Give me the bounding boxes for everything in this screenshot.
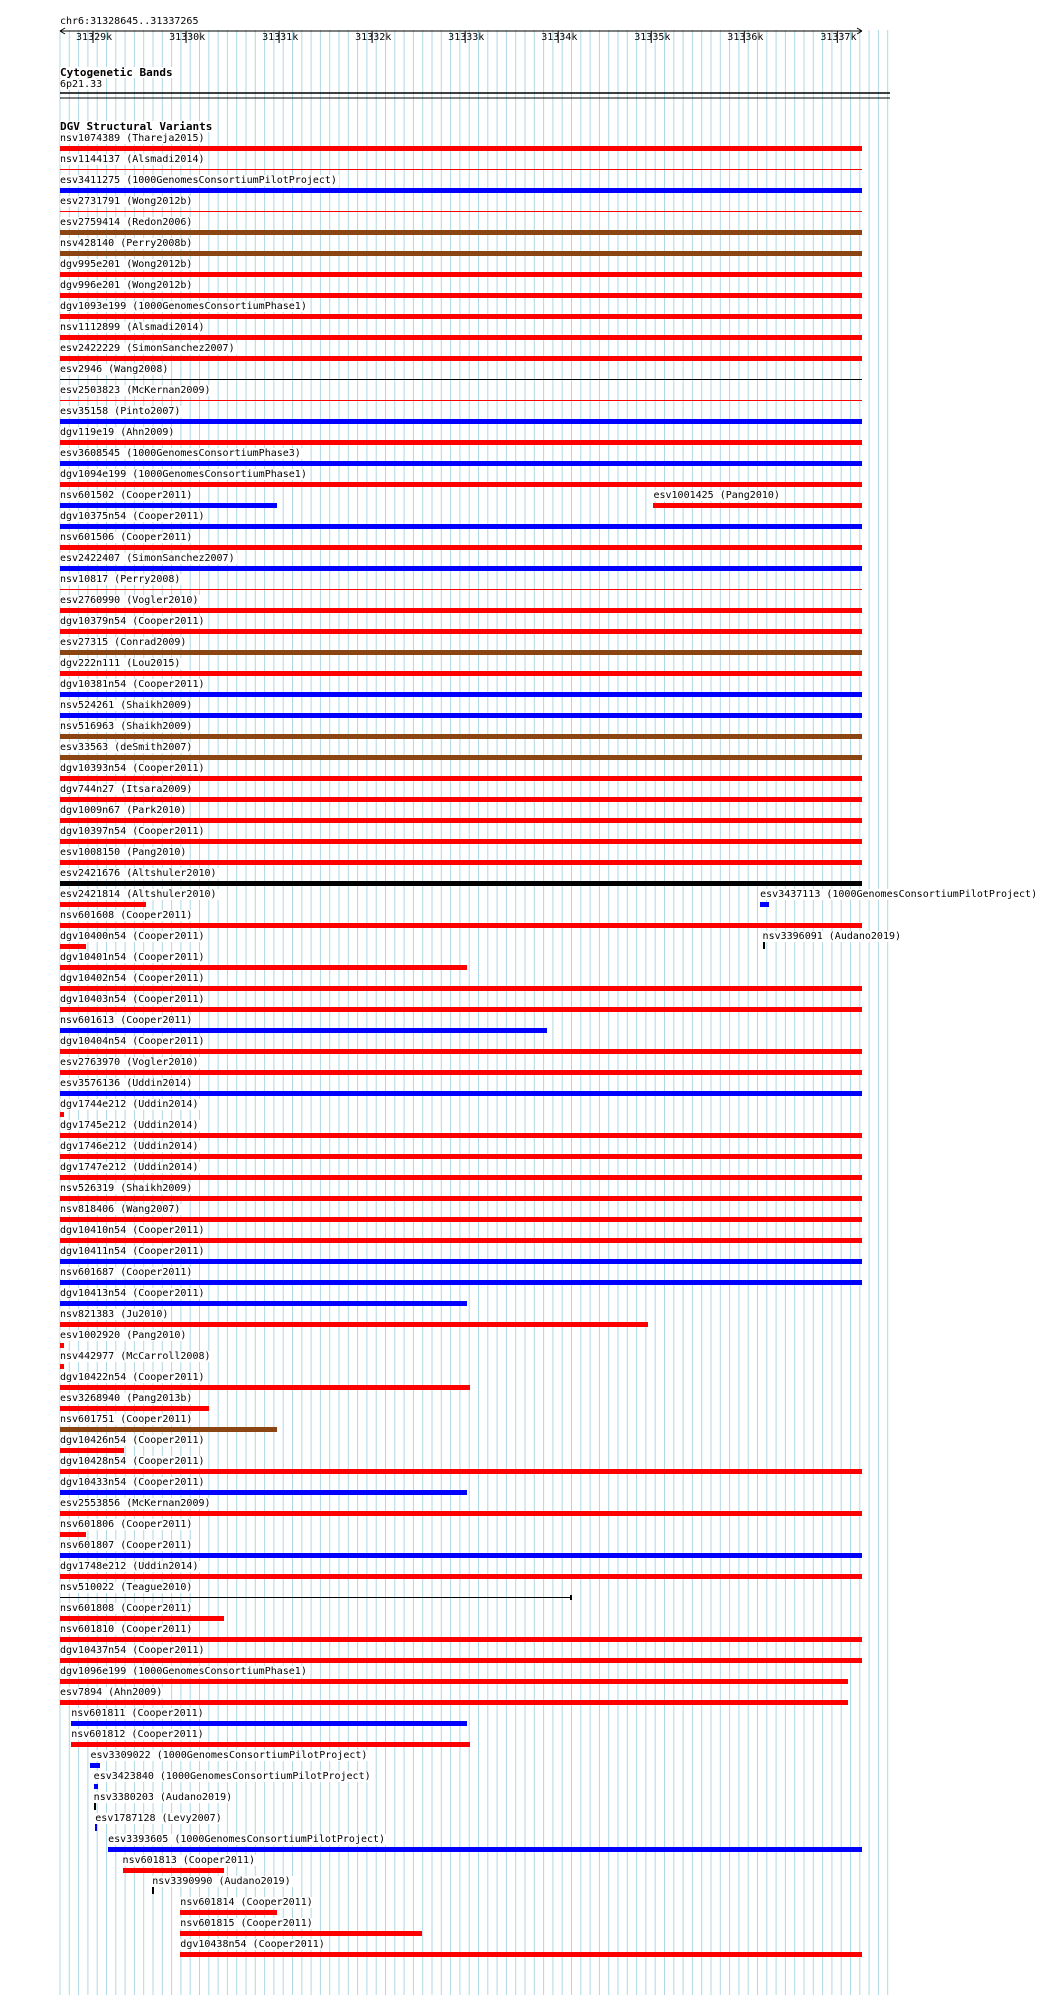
dgv-feature-bar[interactable]	[60, 608, 862, 613]
dgv-feature-bar[interactable]	[60, 839, 862, 844]
dgv-feature-label[interactable]: dgv996e201 (Wong2012b)	[60, 280, 193, 291]
dgv-feature-bar[interactable]	[180, 1952, 862, 1957]
dgv-feature-label[interactable]: dgv744n27 (Itsara2009)	[60, 784, 193, 795]
dgv-feature-bar[interactable]	[60, 1112, 64, 1117]
dgv-feature-label[interactable]: esv3608545 (1000GenomesConsortiumPhase3)	[60, 448, 301, 459]
dgv-feature-bar[interactable]	[60, 524, 862, 529]
dgv-feature-label[interactable]: esv3393605 (1000GenomesConsortiumPilotProject)	[108, 1834, 386, 1845]
dgv-feature-bar[interactable]	[180, 1931, 421, 1936]
dgv-feature-label[interactable]: dgv1744e212 (Uddin2014)	[60, 1099, 199, 1110]
dgv-feature-label[interactable]: esv3423840 (1000GenomesConsortiumPilotProject)	[93, 1771, 371, 1782]
ruler-tick-label: 31332k	[355, 32, 392, 43]
ruler-tick-label: 31329k	[76, 32, 113, 43]
dgv-feature-bar[interactable]	[60, 482, 862, 487]
dgv-feature-bar[interactable]	[760, 902, 769, 907]
dgv-feature-bar[interactable]	[60, 755, 862, 760]
dgv-feature-bar[interactable]	[60, 230, 862, 235]
dgv-feature-label[interactable]: dgv10402n54 (Cooper2011)	[60, 973, 205, 984]
dgv-feature-bar[interactable]	[60, 1280, 862, 1285]
dgv-feature-label[interactable]: esv33563 (deSmith2007)	[60, 742, 193, 753]
dgv-feature-label[interactable]: dgv1094e199 (1000GenomesConsortiumPhase1)	[60, 469, 307, 480]
dgv-feature-bar[interactable]	[60, 566, 862, 571]
dgv-feature-bar[interactable]	[60, 440, 862, 445]
dgv-feature-bar[interactable]	[60, 1511, 862, 1516]
dgv-feature-bar[interactable]	[60, 1448, 124, 1453]
dgv-feature-label[interactable]: nsv428140 (Perry2008b)	[60, 238, 193, 249]
dgv-feature-label[interactable]: dgv1748e212 (Uddin2014)	[60, 1561, 199, 1572]
dgv-feature-bar[interactable]	[123, 1868, 225, 1873]
ruler-tick-label: 31336k	[727, 32, 764, 43]
position-label: chr6:31328645..31337265	[60, 16, 199, 27]
dgv-feature-bar[interactable]	[180, 1910, 276, 1915]
dgv-feature-bar[interactable]	[60, 1007, 862, 1012]
dgv-feature-bar[interactable]	[60, 1049, 862, 1054]
dgv-feature-bar[interactable]	[60, 188, 862, 193]
dgv-feature-label[interactable]: dgv10404n54 (Cooper2011)	[60, 1036, 205, 1047]
dgv-feature-label[interactable]: esv2946 (Wang2008)	[60, 364, 169, 375]
dgv-feature-label[interactable]: esv2421676 (Altshuler2010)	[60, 868, 217, 879]
dgv-feature-label[interactable]: nsv3380203 (Audano2019)	[93, 1792, 233, 1803]
dgv-feature-bar[interactable]	[90, 1763, 100, 1768]
dgv-feature-label[interactable]: nsv601812 (Cooper2011)	[71, 1729, 204, 1740]
dgv-feature-label[interactable]: nsv601751 (Cooper2011)	[60, 1414, 193, 1425]
dgv-feature-bar[interactable]	[60, 1028, 547, 1033]
dgv-feature-label[interactable]: esv3411275 (1000GenomesConsortiumPilotProject)	[60, 175, 337, 186]
dgv-feature-label[interactable]: esv3437113 (1000GenomesConsortiumPilotProject)	[760, 889, 1038, 900]
dgv-feature-bar[interactable]	[653, 503, 862, 508]
dgv-feature-label[interactable]: nsv601506 (Cooper2011)	[60, 532, 193, 543]
dgv-feature-bar[interactable]	[60, 734, 862, 739]
dgv-feature-label[interactable]: dgv10400n54 (Cooper2011)	[60, 931, 205, 942]
dgv-feature-bar[interactable]	[60, 503, 277, 508]
dgv-feature-label[interactable]: dgv1745e212 (Uddin2014)	[60, 1120, 199, 1131]
dgv-feature-label[interactable]: esv2731791 (Wong2012b)	[60, 196, 193, 207]
dgv-feature-bar[interactable]	[108, 1847, 862, 1852]
dgv-feature-bar[interactable]	[94, 1803, 96, 1810]
dgv-feature-bar[interactable]	[60, 965, 467, 970]
dgv-feature-bar[interactable]	[60, 545, 862, 550]
dgv-feature-label[interactable]: esv2759414 (Redon2006)	[60, 217, 193, 228]
cytoband-label: 6p21.33	[60, 79, 103, 90]
dgv-feature-bar[interactable]	[763, 942, 765, 949]
dgv-feature-label[interactable]: nsv601608 (Cooper2011)	[60, 910, 193, 921]
dgv-feature-label[interactable]: esv2422229 (SimonSanchez2007)	[60, 343, 235, 354]
dgv-feature-bar[interactable]	[60, 1385, 470, 1390]
dgv-feature-label[interactable]: esv1787128 (Levy2007)	[95, 1813, 222, 1824]
dgv-feature-bar[interactable]	[60, 629, 862, 634]
dgv-feature-label[interactable]: esv2763970 (Vogler2010)	[60, 1057, 199, 1068]
dgv-feature-end	[570, 1595, 572, 1600]
ruler-tick-label: 31333k	[448, 32, 485, 43]
dgv-feature-label[interactable]: nsv3390990 (Audano2019)	[152, 1876, 291, 1887]
ruler-tick-label: 31330k	[169, 32, 206, 43]
dgv-feature-bar[interactable]	[60, 1322, 648, 1327]
dgv-feature-label[interactable]: esv2760990 (Vogler2010)	[60, 595, 199, 606]
dgv-feature-bar[interactable]	[60, 944, 86, 949]
ruler-tick-label: 31337k	[820, 32, 857, 43]
dgv-feature-label[interactable]: esv27315 (Conrad2009)	[60, 637, 187, 648]
dgv-feature-bar[interactable]	[60, 1532, 86, 1537]
ruler-tick-label: 31334k	[541, 32, 578, 43]
dgv-feature-label[interactable]: esv2422407 (SimonSanchez2007)	[60, 553, 235, 564]
dgv-feature-label[interactable]: dgv222n111 (Lou2015)	[60, 658, 181, 669]
dgv-feature-label[interactable]: dgv10381n54 (Cooper2011)	[60, 679, 205, 690]
dgv-feature-label[interactable]: nsv601502 (Cooper2011)	[60, 490, 193, 501]
dgv-feature-bar[interactable]	[60, 1196, 862, 1201]
ruler-tick-label: 31331k	[262, 32, 299, 43]
dgv-feature-label[interactable]: nsv601811 (Cooper2011)	[71, 1708, 204, 1719]
dgv-feature-label[interactable]: nsv442977 (McCarroll2008)	[60, 1351, 211, 1362]
dgv-feature-label[interactable]: esv1001425 (Pang2010)	[653, 490, 780, 501]
dgv-feature-bar[interactable]	[60, 1238, 862, 1243]
dgv-feature-label[interactable]: dgv10413n54 (Cooper2011)	[60, 1288, 205, 1299]
dgv-feature-bar[interactable]	[60, 1343, 64, 1348]
dgv-feature-label[interactable]: nsv601813 (Cooper2011)	[122, 1855, 255, 1866]
dgv-feature-bar[interactable]	[60, 692, 862, 697]
dgv-feature-bar[interactable]	[60, 1616, 224, 1621]
dgv-feature-bar[interactable]	[60, 1679, 848, 1684]
dgv-feature-label[interactable]: esv1002920 (Pang2010)	[60, 1330, 187, 1341]
dgv-feature-label[interactable]: dgv10433n54 (Cooper2011)	[60, 1477, 205, 1488]
dgv-feature-label[interactable]: esv3309022 (1000GenomesConsortiumPilotProject)	[90, 1750, 368, 1761]
dgv-feature-bar[interactable]	[60, 1637, 862, 1642]
dgv-feature-bar[interactable]	[60, 1658, 862, 1663]
dgv-feature-bar[interactable]	[60, 1070, 862, 1075]
dgv-feature-label[interactable]: dgv10438n54 (Cooper2011)	[180, 1939, 325, 1950]
dgv-feature-label[interactable]: esv2553856 (McKernan2009)	[60, 1498, 211, 1509]
dgv-feature-bar[interactable]	[60, 1133, 862, 1138]
dgv-feature-label[interactable]: esv35158 (Pinto2007)	[60, 406, 181, 417]
dgv-feature-label[interactable]: dgv10375n54 (Cooper2011)	[60, 511, 205, 522]
dgv-feature-label[interactable]: nsv1112899 (Alsmadi2014)	[60, 322, 205, 333]
dgv-feature-label[interactable]: dgv10410n54 (Cooper2011)	[60, 1225, 205, 1236]
dgv-feature-label[interactable]: esv2503823 (McKernan2009)	[60, 385, 211, 396]
dgv-feature-bar[interactable]	[60, 1301, 467, 1306]
dgv-feature-bar[interactable]	[60, 293, 862, 298]
dgv-feature-bar[interactable]	[60, 860, 862, 865]
dgv-feature-bar[interactable]	[71, 1742, 470, 1747]
dgv-feature-bar[interactable]	[60, 1427, 277, 1432]
dgv-feature-bar[interactable]	[60, 169, 862, 170]
dgv-feature-bar[interactable]	[60, 1700, 848, 1705]
dgv-feature-bar[interactable]	[60, 146, 862, 151]
dgv-feature-label[interactable]: dgv1093e199 (1000GenomesConsortiumPhase1)	[60, 301, 307, 312]
dgv-feature-bar[interactable]	[60, 379, 862, 380]
dgv-feature-label[interactable]: nsv818406 (Wang2007)	[60, 1204, 181, 1215]
dgv-feature-bar[interactable]	[71, 1721, 467, 1726]
dgv-feature-label[interactable]: dgv1746e212 (Uddin2014)	[60, 1141, 199, 1152]
dgv-feature-label[interactable]: dgv10393n54 (Cooper2011)	[60, 763, 205, 774]
dgv-feature-bar[interactable]	[60, 1259, 862, 1264]
dgv-feature-bar[interactable]	[60, 1490, 467, 1495]
dgv-feature-bar[interactable]	[60, 419, 862, 424]
dgv-feature-label[interactable]: dgv1096e199 (1000GenomesConsortiumPhase1)	[60, 1666, 307, 1677]
dgv-feature-label[interactable]: dgv10411n54 (Cooper2011)	[60, 1246, 205, 1257]
dgv-feature-label[interactable]: dgv1009n67 (Park2010)	[60, 805, 187, 816]
dgv-feature-label[interactable]: nsv821383 (Ju2010)	[60, 1309, 169, 1320]
dgv-feature-bar[interactable]	[60, 713, 862, 718]
dgv-feature-label[interactable]: esv1008150 (Pang2010)	[60, 847, 187, 858]
dgv-feature-bar[interactable]	[60, 671, 862, 676]
dgv-feature-bar[interactable]	[95, 1824, 97, 1831]
dgv-feature-bar[interactable]	[60, 589, 862, 590]
dgv-feature-bar[interactable]	[60, 314, 862, 319]
dgv-feature-bar[interactable]	[60, 400, 862, 401]
dgv-feature-label[interactable]: dgv10401n54 (Cooper2011)	[60, 952, 205, 963]
dgv-feature-bar[interactable]	[60, 251, 862, 256]
dgv-feature-label[interactable]: esv7894 (Ahn2009)	[60, 1687, 163, 1698]
dgv-feature-bar[interactable]	[60, 1469, 862, 1474]
dgv-feature-label[interactable]: nsv1144137 (Alsmadi2014)	[60, 154, 205, 165]
dgv-feature-label[interactable]: nsv601687 (Cooper2011)	[60, 1267, 193, 1278]
dgv-feature-label[interactable]: nsv524261 (Shaikh2009)	[60, 700, 193, 711]
dgv-feature-label[interactable]: dgv10426n54 (Cooper2011)	[60, 1435, 205, 1446]
dgv-feature-label[interactable]: esv3576136 (Uddin2014)	[60, 1078, 193, 1089]
dgv-feature-label[interactable]: nsv516963 (Shaikh2009)	[60, 721, 193, 732]
dgv-feature-bar[interactable]	[60, 1364, 64, 1369]
dgv-feature-label[interactable]: nsv601806 (Cooper2011)	[60, 1519, 193, 1530]
dgv-feature-label[interactable]: dgv1747e212 (Uddin2014)	[60, 1162, 199, 1173]
dgv-feature-label[interactable]: dgv10422n54 (Cooper2011)	[60, 1372, 205, 1383]
dgv-feature-label[interactable]: dgv10403n54 (Cooper2011)	[60, 994, 205, 1005]
dgv-feature-bar[interactable]	[60, 461, 862, 466]
dgv-feature-label[interactable]: nsv601808 (Cooper2011)	[60, 1603, 193, 1614]
cytoband-title: Cytogenetic Bands	[60, 66, 173, 79]
dgv-feature-label[interactable]: dgv995e201 (Wong2012b)	[60, 259, 193, 270]
dgv-feature-label[interactable]: nsv3396091 (Audano2019)	[762, 931, 902, 942]
dgv-feature-bar[interactable]	[94, 1784, 98, 1789]
dgv-feature-bar[interactable]	[60, 335, 862, 340]
dgv-feature-label[interactable]: dgv10437n54 (Cooper2011)	[60, 1645, 205, 1656]
dgv-feature-bar[interactable]	[60, 1154, 862, 1159]
dgv-feature-bar[interactable]	[60, 818, 862, 823]
dgv-feature-bar[interactable]	[60, 1553, 862, 1558]
dgv-feature-label[interactable]: nsv526319 (Shaikh2009)	[60, 1183, 193, 1194]
dgv-feature-bar[interactable]	[60, 797, 862, 802]
dgv-feature-label[interactable]: nsv510022 (Teague2010)	[60, 1582, 193, 1593]
dgv-feature-label[interactable]: esv3268940 (Pang2013b)	[60, 1393, 193, 1404]
dgv-feature-label[interactable]: dgv10379n54 (Cooper2011)	[60, 616, 205, 627]
dgv-feature-label[interactable]: nsv601613 (Cooper2011)	[60, 1015, 193, 1026]
dgv-feature-bar[interactable]	[60, 776, 862, 781]
ruler-tick-label: 31335k	[634, 32, 671, 43]
dgv-feature-label[interactable]: nsv1074389 (Thareja2015)	[60, 133, 205, 144]
dgv-feature-bar[interactable]	[60, 923, 862, 928]
dgv-feature-bar[interactable]	[60, 1574, 862, 1579]
dgv-feature-label[interactable]: nsv601810 (Cooper2011)	[60, 1624, 193, 1635]
dgv-feature-label[interactable]: dgv10428n54 (Cooper2011)	[60, 1456, 205, 1467]
dgv-feature-bar[interactable]	[60, 1175, 862, 1180]
dgv-feature-bar[interactable]	[60, 211, 862, 212]
dgv-feature-bar[interactable]	[60, 881, 862, 886]
dgv-feature-label[interactable]: esv2421814 (Altshuler2010)	[60, 889, 217, 900]
dgv-title: DGV Structural Variants	[60, 120, 213, 133]
dgv-feature-bar[interactable]	[60, 1091, 862, 1096]
dgv-feature-label[interactable]: dgv119e19 (Ahn2009)	[60, 427, 175, 438]
dgv-feature-bar[interactable]	[60, 986, 862, 991]
dgv-feature-label[interactable]: nsv601815 (Cooper2011)	[180, 1918, 313, 1929]
dgv-feature-label[interactable]: nsv601807 (Cooper2011)	[60, 1540, 193, 1551]
dgv-feature-bar[interactable]	[60, 356, 862, 361]
dgv-feature-bar[interactable]	[60, 1406, 209, 1411]
dgv-feature-bar[interactable]	[152, 1887, 154, 1894]
dgv-feature-label[interactable]: nsv601814 (Cooper2011)	[180, 1897, 313, 1908]
dgv-feature-label[interactable]: nsv10817 (Perry2008)	[60, 574, 181, 585]
dgv-feature-label[interactable]: dgv10397n54 (Cooper2011)	[60, 826, 205, 837]
dgv-feature-line[interactable]	[60, 1597, 571, 1598]
dgv-feature-bar[interactable]	[60, 272, 862, 277]
dgv-feature-bar[interactable]	[60, 650, 862, 655]
dgv-feature-bar[interactable]	[60, 1217, 862, 1222]
dgv-feature-bar[interactable]	[60, 902, 146, 907]
